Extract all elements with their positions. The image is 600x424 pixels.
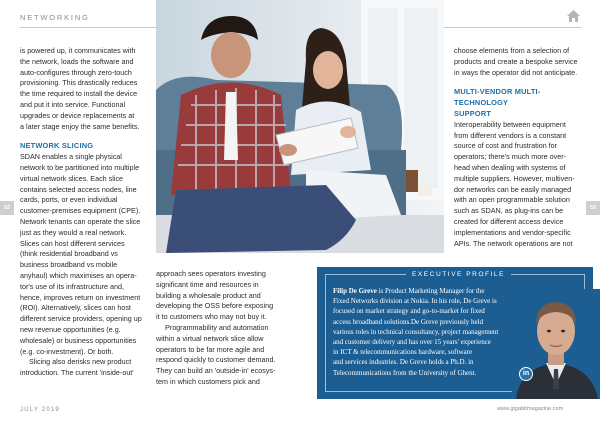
left-column [20,46,154,379]
page-number-right: 53 [586,201,600,215]
couple-with-tablet-photo [156,0,444,253]
executive-profile-heading: EXECUTIVE PROFILE [406,270,511,279]
executive-name: Filip De Greve [333,287,377,295]
page-number-left: 52 [0,201,14,215]
right-lead-paragraph: choose elements from a selection of products and create a bespoke service in ways the operator did not anticipate. [454,46,578,77]
section-label: NETWORKING [20,13,90,22]
left-second-paragraph: Slicing also derisks new product introduction. The current 'inside-out' [20,357,134,378]
multi-vendor-heading: MULTI-VENDOR MULTI-TECHNOLOGY SUPPORT [454,87,541,118]
multi-vendor-body: Interoperability between equipment from different vendors is a constant source of cost and frustration for operators; there's much more over- head when dealing with systems of multiple suppliers. However, multiven- dor networks can be easily managed with an open programmable solution such as SDAN, as plug-ins can be created for different access device implementations and vendor-specific APIs. The network operations are not [454,119,575,248]
middle-second-paragraph: Programmability and automation within a virtual network slice allow operators to be far more agile and respond quickly to customer demand. They can build an 'outside-in' ecosys- tem in which customers pick and [156,322,276,386]
executive-profile-bio: Filip De Greve is Product Marketing Manager for the Fixed Networks division at Nokia. In his role, De Greve is focused on market strategy and go-to-market for fixed access broadband solutions.De Greve previously held various roles in technical consultancy, project management and customer delivery and has over 15 years' experience in ICT & telecommunications hardware, software and services industries. De Greve holds a Ph.D. in Telecommunications from the University of Ghent. [333,287,499,377]
footer-website[interactable]: www.gigabitmagazine.com [497,406,564,412]
footer-date: JULY 2019 [20,407,60,413]
executive-portrait [512,289,600,399]
home-icon[interactable] [566,9,581,23]
linkedin-icon[interactable]: in [519,367,533,381]
network-slicing-heading: NETWORK SLICING [20,141,94,151]
middle-first-paragraph: approach sees operators investing significant time and resources in building a wholesale product and developing the OSS before exposing it to customers who may not buy it. [156,269,274,322]
left-lead-paragraph: is powered up, it communicates with the network, loads the software and auto-configures through zero-touch provisioning. This drastically reduces the time required to install the device and put it into service. Functional upgrades or device replacements at a later stage enjoy the same benefits. [20,46,140,131]
middle-column [156,269,312,388]
network-slicing-body: SDAN enables a single physical network to be partitioned into multiple virtual network slices. Each slice contains selected access nodes, line cards, ports, or even individual customer-premises equipment (CPE). Network tenants can operate the slice just as they would a real network. Slices can host different services (think residential broadband vs business broadband vs mobile anyhaul) which maximises an opera- tor's use of its infrastructure and, hence, improves return on investment (ROI). Alternatively, slices can host different service providers, opening up new revenue opportunities (e.g. wholesale) or business opportunities (e.g. co-investment). Or both. [20,152,142,356]
right-column [454,46,584,249]
